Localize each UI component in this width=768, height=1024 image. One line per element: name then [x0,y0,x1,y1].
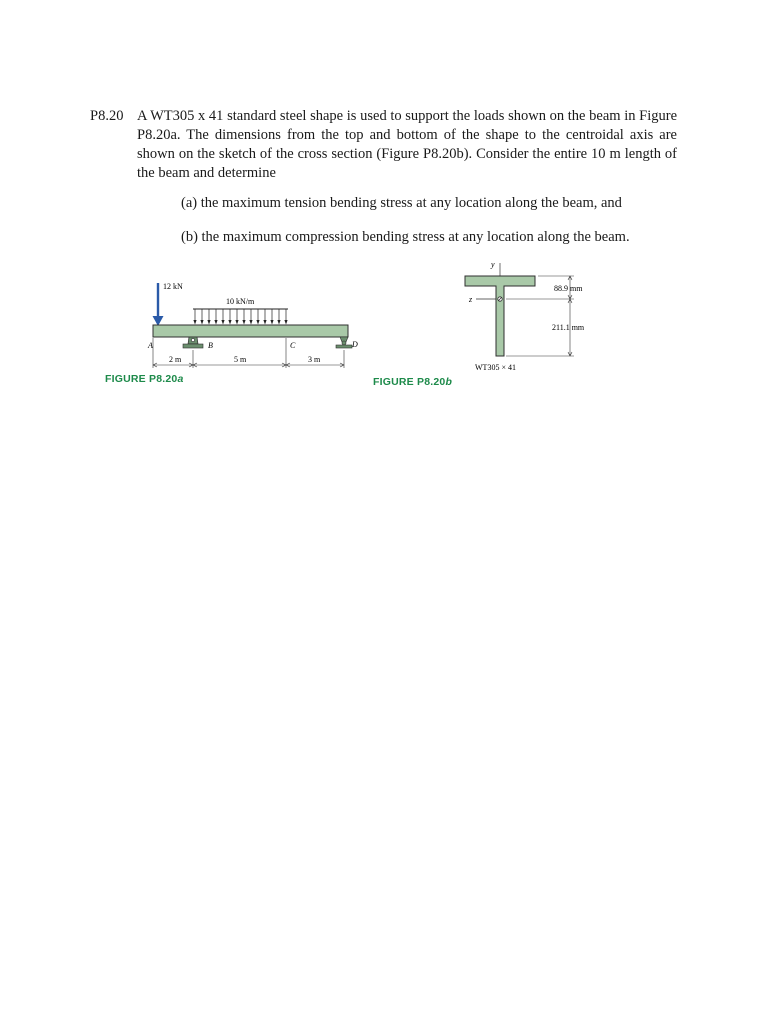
figure-b-caption [373,376,452,388]
problem-statement: A WT305 x 41 standard steel shape is used to support the loads shown on the beam in Figure P8.20a. The dimensions from the top and bottom of the shape to the centroidal axis are shown on the sketch of the cross section (Figure P8.20b). Consider the entire 10 m length of the beam and determine [137,108,677,181]
distributed-load-arrowhead [256,320,259,325]
figure-b-caption-suffix: b [445,376,453,388]
point-label-d: D [352,340,358,349]
distributed-load-arrowhead [270,320,273,325]
distributed-load-arrowhead [221,320,224,325]
span-ab-label: 2 m [169,355,182,364]
part-b-text: (b) the maximum compression bending stress at any location along the beam. [181,229,630,245]
point-label-c: C [290,341,296,350]
point-label-b: B [208,341,213,350]
beam-diagram [140,276,370,374]
distributed-load-arrowhead [263,320,266,325]
distributed-load-arrowhead [235,320,238,325]
pin-support-b [183,337,203,348]
distributed-load-arrowhead [277,320,280,325]
point-label-a: A [148,341,153,350]
z-axis-label: z [469,295,473,304]
part-a-text: (a) the maximum tension bending stress at any location along the beam, and [181,195,622,211]
bottom-dimension-label: 211.1 mm [552,323,585,332]
y-axis-label: y [491,260,495,269]
point-load-label: 12 kN [163,282,183,291]
distributed-load-arrowhead [193,320,196,325]
distributed-load-arrowhead [200,320,203,325]
figure-b-caption-prefix: FIGURE P8.20 [373,376,446,388]
distributed-load-arrowhead [228,320,231,325]
span-cd-label: 3 m [308,355,321,364]
distributed-load-arrowhead [249,320,252,325]
span-bc-label: 5 m [234,355,247,364]
top-dimension-label: 88.9 mm [554,284,583,293]
distributed-load-arrowhead [207,320,210,325]
figure-a-caption-suffix: a [177,373,184,385]
figure-a-caption [105,373,183,385]
beam [153,325,348,337]
roller-support-d [336,337,352,348]
figure-a-caption-prefix: FIGURE P8.20 [105,373,178,385]
t-section [465,276,535,356]
distributed-load-label: 10 kN/m [226,297,255,306]
shape-designation-label: WT305 × 41 [475,363,516,372]
distributed-load-arrowhead [214,320,217,325]
distributed-load-arrows [193,309,287,325]
distributed-load-arrowhead [284,320,287,325]
problem-number: P8.20 [90,108,124,124]
cross-section-diagram [460,258,610,374]
distributed-load-arrowhead [242,320,245,325]
